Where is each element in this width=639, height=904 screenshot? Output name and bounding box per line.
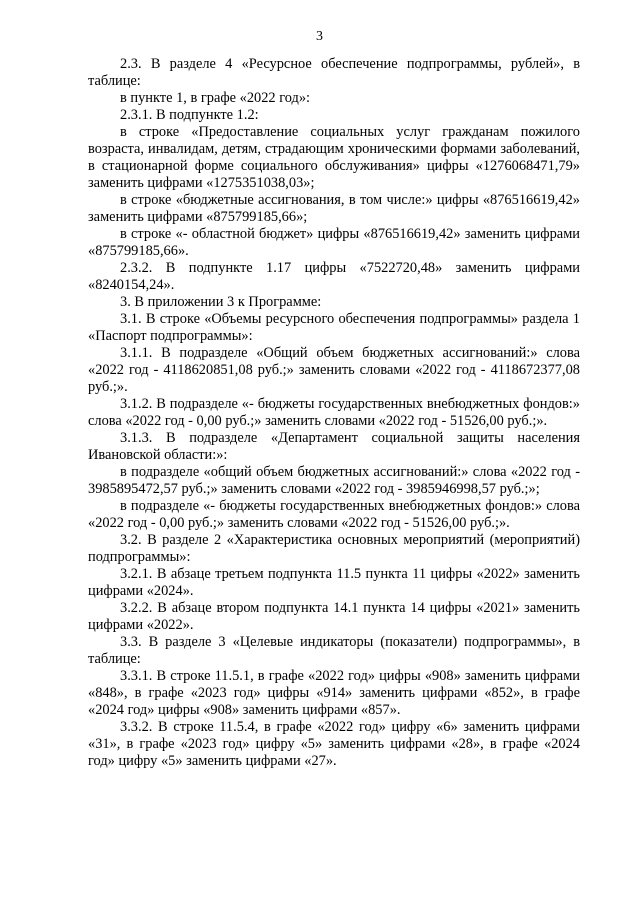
paragraph: 3. В приложении 3 к Программе: — [120, 294, 322, 310]
paragraph: 3.1.1. В подразделе «Общий объем бюджетных ассигнований:» слова «2022 год - 4118620851,08 руб.;» заменить словами «2022 год - 4118672377,08 руб.;». — [88, 345, 580, 395]
paragraph: в подразделе «общий объем бюджетных ассигнований:» слова «2022 год - 3985895472,57 руб.;» заменить словами «2022 год - 3985946998,57 руб.;»; — [88, 464, 580, 497]
paragraph: 3.3. В разделе 3 «Целевые индикаторы (показатели) подпрограммы», в таблице: — [88, 634, 580, 667]
paragraph: 3.1.2. В подразделе «- бюджеты государственных внебюджетных фондов:» слова «2022 год - 0,00 руб.;» заменить словами «2022 год - 51526,00 руб.;». — [88, 396, 580, 429]
paragraph: в строке «- областной бюджет» цифры «876516619,42» заменить цифрами «875799185,66». — [88, 226, 580, 259]
paragraph: 3.1.3. В подразделе «Департамент социальной защиты населения Ивановской области:»: — [88, 430, 580, 463]
paragraph: 2.3. В разделе 4 «Ресурсное обеспечение подпрограммы, рублей», в таблице: — [88, 56, 580, 89]
paragraph: в строке «Предоставление социальных услуг гражданам пожилого возраста, инвалидам, детям, страдающим хроническими формами заболеваний, в стационарной форме социального обслуживания» цифры «1276068471,79» заменить цифрами «1275351038,03»; — [88, 124, 580, 191]
paragraph: 3.3.1. В строке 11.5.1, в графе «2022 год» цифры «908» заменить цифрами «848», в графе «2023 год» цифры «914» заменить цифрами «852», в графе «2024 год» цифры «908» заменить цифрами «857». — [88, 668, 580, 718]
paragraph: в подразделе «- бюджеты государственных внебюджетных фондов:» слова «2022 год - 0,00 руб.;» заменить словами «2022 год - 51526,00 руб.;». — [88, 498, 580, 531]
paragraph: 3.2. В разделе 2 «Характеристика основных мероприятий (мероприятий) подпрограммы»: — [88, 532, 580, 565]
paragraph: 3.2.2. В абзаце втором подпункта 14.1 пункта 14 цифры «2021» заменить цифрами «2022». — [88, 600, 580, 633]
paragraph: 2.3.2. В подпункте 1.17 цифры «7522720,48» заменить цифрами «8240154,24». — [88, 260, 580, 293]
paragraph: в пункте 1, в графе «2022 год»: — [120, 90, 311, 106]
paragraph: 3.3.2. В строке 11.5.4, в графе «2022 год» цифру «6» заменить цифрами «31», в графе «2023 год» цифру «5» заменить цифрами «28», в графе «2024 год» цифру «5» заменить цифрами «27». — [88, 719, 580, 769]
paragraph: 3.1. В строке «Объемы ресурсного обеспечения подпрограммы» раздела 1 «Паспорт подпрограммы»: — [88, 311, 580, 344]
paragraph: 3.2.1. В абзаце третьем подпункта 11.5 пункта 11 цифры «2022» заменить цифрами «2024». — [88, 566, 580, 599]
page-number: 3 — [316, 29, 323, 44]
paragraph: 2.3.1. В подпункте 1.2: — [120, 107, 259, 123]
document-body — [88, 56, 580, 770]
paragraph: в строке «бюджетные ассигнования, в том числе:» цифры «876516619,42» заменить цифрами «875799185,66»; — [88, 192, 580, 225]
